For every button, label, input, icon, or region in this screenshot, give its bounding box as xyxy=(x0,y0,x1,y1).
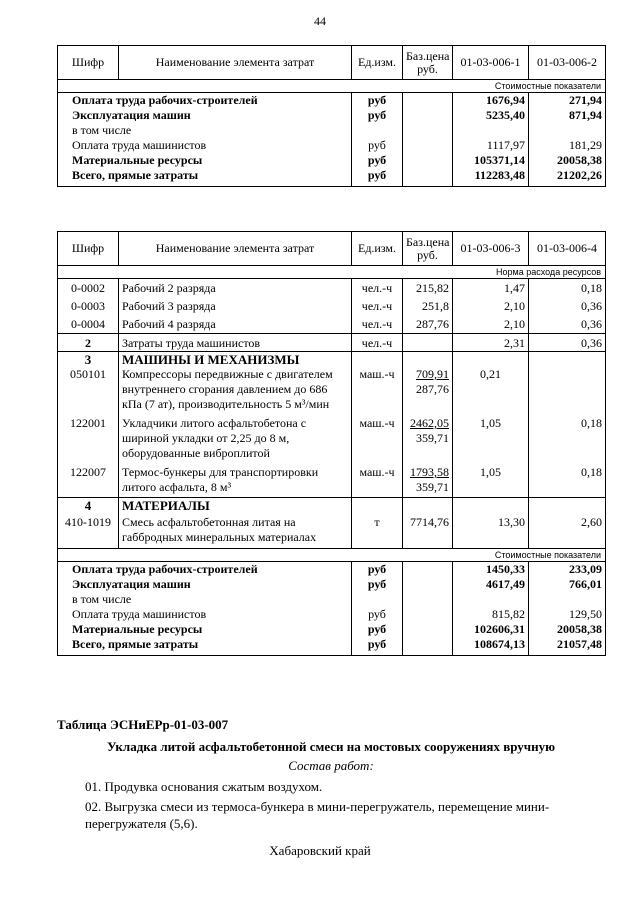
norm-label-row xyxy=(58,266,606,279)
section-title: Таблица ЭСНиЕРр-01-03-007 xyxy=(57,717,229,732)
row-value-1: 2,31 xyxy=(453,334,529,352)
row-value-1: 105371,14 xyxy=(453,153,529,168)
row-value-2: 20058,38 xyxy=(529,622,606,637)
row-name: в том числе xyxy=(58,592,352,607)
table-row xyxy=(58,607,606,622)
row-unit: чел.-ч xyxy=(352,334,403,352)
row-unit: руб xyxy=(352,622,403,637)
section-code: 4 xyxy=(58,498,119,514)
cost-table-2 xyxy=(57,231,606,656)
row-unit: маш.-ч xyxy=(352,416,403,465)
table-row xyxy=(58,168,606,187)
table-row xyxy=(58,279,606,297)
table-row xyxy=(58,93,606,109)
row-value-2: 766,01 xyxy=(529,577,606,592)
row-value-2: 233,09 xyxy=(529,562,606,578)
row-value-2 xyxy=(529,367,606,416)
row-unit: руб xyxy=(352,108,403,123)
row-value-2: 271,94 xyxy=(529,93,606,109)
row-value-2: 0,18 xyxy=(529,279,606,297)
row-price: 2462,05 xyxy=(410,416,449,430)
row-name: Рабочий 2 разряда xyxy=(119,279,352,297)
table-row xyxy=(58,108,606,123)
section-label-row xyxy=(58,80,606,93)
row-code: 122007 xyxy=(58,465,119,498)
row-unit: чел.-ч xyxy=(352,296,403,314)
row-value-2: 0,18 xyxy=(529,465,606,498)
table-row xyxy=(58,314,606,334)
row-unit: т xyxy=(352,513,403,549)
header-code: Шифр xyxy=(58,46,119,80)
header-name: Наименование элемента затрат xyxy=(119,232,352,266)
row-value-2: 2,60 xyxy=(529,513,606,549)
table-row xyxy=(58,592,606,607)
row-unit: чел.-ч xyxy=(352,279,403,297)
table-row xyxy=(58,352,606,368)
row-name: Смесь асфальтобетонная литая на габбродных минеральных материалах xyxy=(119,513,352,549)
cost-table-1 xyxy=(57,45,606,187)
row-unit: руб xyxy=(352,138,403,153)
table-row xyxy=(58,498,606,514)
row-name: Оплата труда рабочих-строителей xyxy=(58,93,352,109)
row-value-2: 21057,48 xyxy=(529,637,606,656)
header-code: Шифр xyxy=(58,232,119,266)
row-price: 7714,76 xyxy=(403,513,453,549)
row-value-1: 108674,13 xyxy=(453,637,529,656)
row-unit: руб xyxy=(352,577,403,592)
header-price: Баз.цена руб. xyxy=(403,232,453,266)
page-number: 44 xyxy=(314,14,326,28)
table-row xyxy=(58,416,606,465)
row-price: 709,91 xyxy=(416,367,449,381)
row-unit: руб xyxy=(352,93,403,109)
row-name: Компрессоры передвижные с двигателем внутреннего сгорания давлением до 686 кПа (7 ат), производительность 5 м³/мин xyxy=(119,367,352,416)
work-item: 02. Выгрузка смеси из термоса-бункера в мини-перегружатель, перемещение мини-перегружателя (5,6). xyxy=(85,799,550,831)
header-col2: 01-03-006-4 xyxy=(529,232,606,266)
row-name: Оплата труда рабочих-строителей xyxy=(58,562,352,578)
row-price: 215,82 xyxy=(403,279,453,297)
row-value-1: 102606,31 xyxy=(453,622,529,637)
row-unit: руб xyxy=(352,637,403,656)
row-value-2: 20058,38 xyxy=(529,153,606,168)
section-code: 3 xyxy=(58,352,119,368)
table-row xyxy=(58,334,606,352)
row-price: 287,76 xyxy=(403,314,453,334)
row-value-1: 2,10 xyxy=(453,296,529,314)
row-value-2: 871,94 xyxy=(529,108,606,123)
table-row xyxy=(58,296,606,314)
row-value-2: 0,36 xyxy=(529,314,606,334)
section-name: МАТЕРИАЛЫ xyxy=(119,498,352,514)
table-row xyxy=(58,577,606,592)
row-value-2: 0,36 xyxy=(529,296,606,314)
works-heading: Состав работ: xyxy=(288,758,374,773)
header-price: Баз.цена руб. xyxy=(403,46,453,80)
row-value-1: 1450,33 xyxy=(453,562,529,578)
section-caption: Укладка литой асфальтобетонной смеси на мостовых сооружениях вручную xyxy=(106,739,556,754)
row-price-secondary: 287,76 xyxy=(416,382,449,396)
row-value-1: 2,10 xyxy=(453,314,529,334)
row-name: Эксплуатация машин xyxy=(58,577,352,592)
header-unit: Ед.изм. xyxy=(352,46,403,80)
row-price: 1793,58 xyxy=(410,465,449,479)
row-price-secondary: 359,71 xyxy=(416,431,449,445)
row-value-1: 815,82 xyxy=(453,607,529,622)
section-label-row xyxy=(58,549,606,562)
row-value-2: 0,36 xyxy=(529,334,606,352)
row-value-1: 1676,94 xyxy=(453,93,529,109)
row-unit: руб xyxy=(352,562,403,578)
table-row xyxy=(58,513,606,549)
row-value-1: 0,21 xyxy=(453,367,529,416)
work-item: 01. Продувка основания сжатым воздухом. xyxy=(85,779,323,794)
row-name: в том числе xyxy=(58,123,352,138)
row-name: Всего, прямые затраты xyxy=(58,168,352,187)
row-name: Оплата труда машинистов xyxy=(58,607,352,622)
row-name: Термос-бункеры для транспортировки литого асфальта, 8 м³ xyxy=(119,465,352,498)
row-value-1: 13,30 xyxy=(453,513,529,549)
table-row xyxy=(58,153,606,168)
table-row xyxy=(58,562,606,578)
row-value-2: 0,18 xyxy=(529,416,606,465)
section-label: Стоимостные показатели xyxy=(58,549,606,562)
row-name: Эксплуатация машин xyxy=(58,108,352,123)
row-name: Рабочий 4 разряда xyxy=(119,314,352,334)
row-value-1: 112283,48 xyxy=(453,168,529,187)
header-col1: 01-03-006-3 xyxy=(453,232,529,266)
row-unit: руб xyxy=(352,153,403,168)
row-unit: маш.-ч xyxy=(352,367,403,416)
table-header xyxy=(58,46,606,80)
row-value-1: 1117,97 xyxy=(453,138,529,153)
header-unit: Ед.изм. xyxy=(352,232,403,266)
header-col2: 01-03-006-2 xyxy=(529,46,606,80)
row-name: Всего, прямые затраты xyxy=(58,637,352,656)
row-value-2: 181,29 xyxy=(529,138,606,153)
row-unit: руб xyxy=(352,607,403,622)
row-code: 0-0002 xyxy=(58,279,119,297)
row-unit: маш.-ч xyxy=(352,465,403,498)
table-row xyxy=(58,465,606,498)
row-name: Материальные ресурсы xyxy=(58,622,352,637)
row-value-1: 4617,49 xyxy=(453,577,529,592)
row-price: 251,8 xyxy=(403,296,453,314)
table-row xyxy=(58,622,606,637)
row-value-1: 1,05 xyxy=(453,416,529,465)
row-price-secondary: 359,71 xyxy=(416,480,449,494)
section-name: МАШИНЫ И МЕХАНИЗМЫ xyxy=(119,352,352,368)
row-code: 2 xyxy=(58,334,119,352)
row-name: Материальные ресурсы xyxy=(58,153,352,168)
row-code: 050101 xyxy=(58,367,119,416)
norm-label: Норма расхода ресурсов xyxy=(58,266,606,279)
section-label: Стоимостные показатели xyxy=(58,80,606,93)
row-unit: чел.-ч xyxy=(352,314,403,334)
row-unit: руб xyxy=(352,168,403,187)
row-code: 410-1019 xyxy=(58,513,119,549)
row-code: 0-0003 xyxy=(58,296,119,314)
row-value-2: 21202,26 xyxy=(529,168,606,187)
row-name: Затраты труда машинистов xyxy=(119,334,352,352)
row-name: Оплата труда машинистов xyxy=(58,138,352,153)
table-row xyxy=(58,367,606,416)
row-value-1: 5235,40 xyxy=(453,108,529,123)
row-name: Укладчики литого асфальтобетона с шириной укладки от 2,25 до 8 м, оборудованные виброплитой xyxy=(119,416,352,465)
table-row xyxy=(58,138,606,153)
table-header xyxy=(58,232,606,266)
row-code: 122001 xyxy=(58,416,119,465)
row-value-2: 129,50 xyxy=(529,607,606,622)
header-name: Наименование элемента затрат xyxy=(119,46,352,80)
row-value-1: 1,47 xyxy=(453,279,529,297)
row-name: Рабочий 3 разряда xyxy=(119,296,352,314)
page-footer: Хабаровский край xyxy=(269,843,371,858)
table-row xyxy=(58,637,606,656)
row-value-1: 1,05 xyxy=(453,465,529,498)
header-col1: 01-03-006-1 xyxy=(453,46,529,80)
row-code: 0-0004 xyxy=(58,314,119,334)
table-row xyxy=(58,123,606,138)
